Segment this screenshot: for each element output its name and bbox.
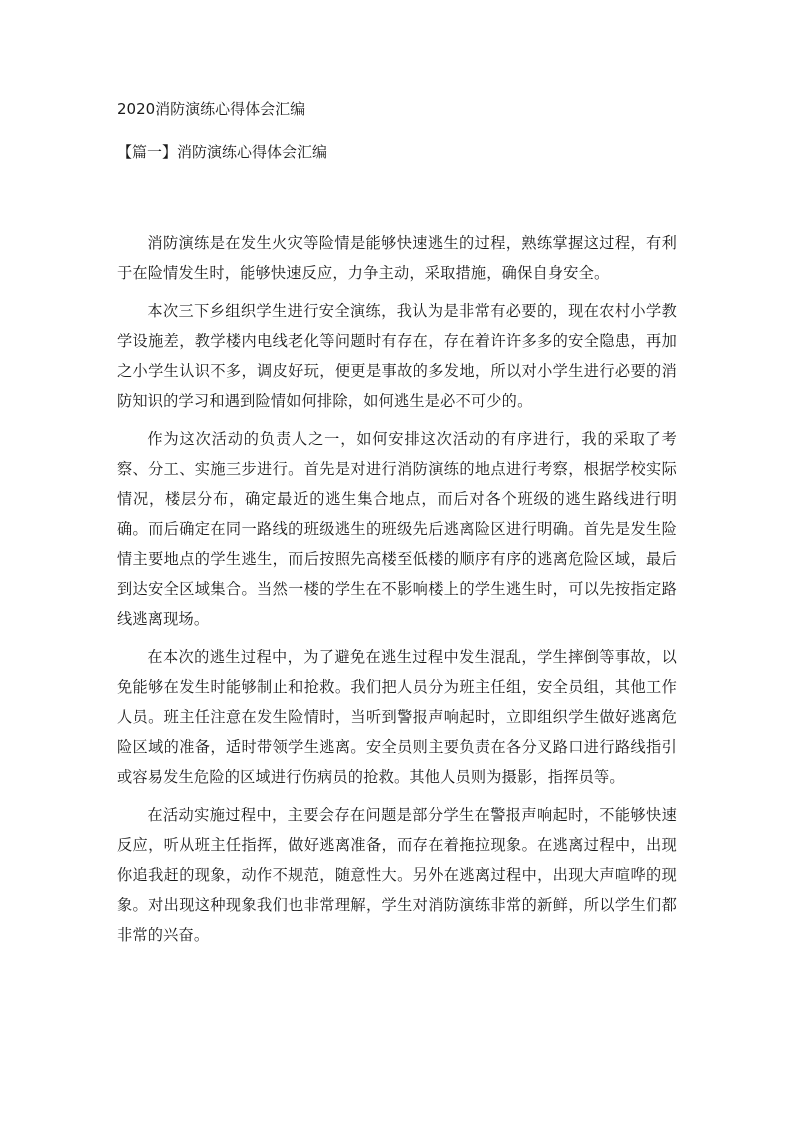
- paragraph-3: 作为这次活动的负责人之一，如何安排这次活动的有序进行，我的采取了考察、分工、实施三步进行。首先是对进行消防演练的地点进行考察，根据学校实际情况，楼层分布，确定最近的逃生集合地点，而后对各个班级的逃生路线进行明确。而后确定在同一路线的班级逃生的班级先后逃离险区进行明确。首先是发生险情主要地点的学生逃生，而后按照先高楼至低楼的顺序有序的逃离危险区域，最后到达安全区域集合。当然一楼的学生在不影响楼上的学生逃生时，可以先按指定路线逃离现场。: [117, 430, 677, 628]
- paragraph-5: 在活动实施过程中，主要会存在问题是部分学生在警报声响起时，不能够快速反应，听从班主任指挥，做好逃离准备，而存在着拖拉现象。在逃离过程中，出现你追我赶的现象，动作不规范，随意性大。另外在逃离过程中，出现大声喧哗的现象。对出现这种现象我们也非常理解，学生对消防演练非常的新鲜，所以学生们都非常的兴奋。: [117, 806, 677, 944]
- document-title: 2020消防演练心得体会汇编: [117, 100, 306, 118]
- section-heading: 【篇一】消防演练心得体会汇编: [117, 143, 328, 161]
- paragraph-4: 在本次的逃生过程中，为了避免在逃生过程中发生混乱，学生摔倒等事故，以免能够在发生时能够制止和抢救。我们把人员分为班主任组，安全员组，其他工作人员。班主任注意在发生险情时，当听到警报声响起时，立即组织学生做好逃离危险区域的准备，适时带领学生逃离。安全员则主要负责在各分叉路口进行路线指引或容易发生危险的区域进行伤病员的抢救。其他人员则为摄影，指挥员等。: [117, 648, 677, 786]
- document-content: [117, 98, 677, 958]
- paragraph-2: 本次三下乡组织学生进行安全演练，我认为是非常有必要的，现在农村小学教学设施差，教学楼内电线老化等问题时有存在，存在着许许多多的安全隐患，再加之小学生认识不多，调皮好玩，便更是事故的多发地，所以对小学生进行必要的消防知识的学习和遇到险情如何排除，如何逃生是必不可少的。: [117, 302, 677, 410]
- paragraph-1: 消防演练是在发生火灾等险情是能够快速逃生的过程，熟练掌握这过程，有利于在险情发生时，能够快速反应，力争主动，采取措施，确保自身安全。: [117, 234, 677, 282]
- body-text: [117, 228, 677, 950]
